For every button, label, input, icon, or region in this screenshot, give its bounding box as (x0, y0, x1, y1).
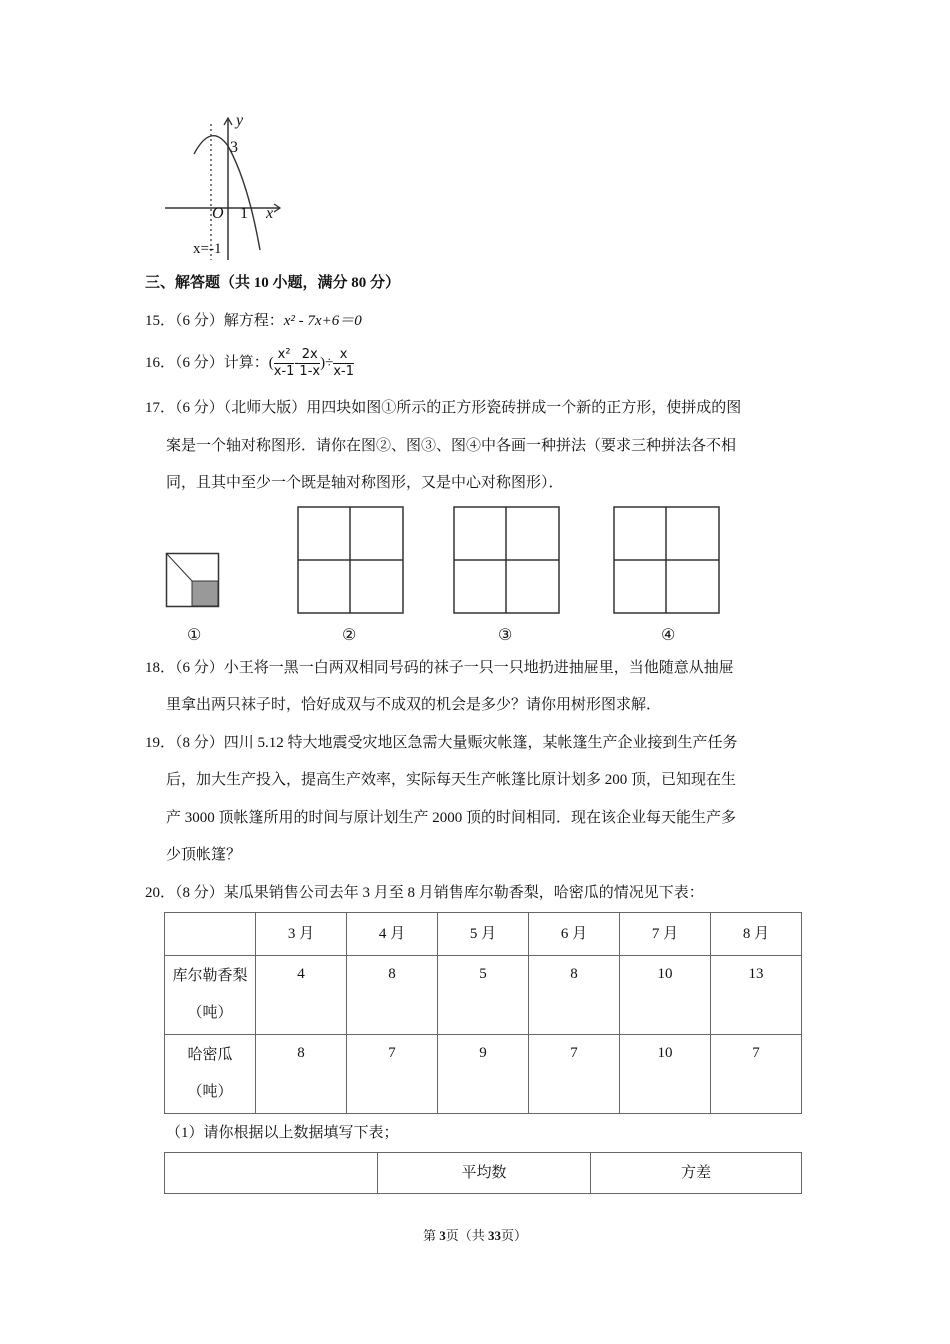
figure-1-tile (166, 553, 219, 607)
question-20-sub1: （1）请你根据以上数据填写下表； (166, 1125, 399, 1141)
figure-label: ④ (661, 627, 676, 644)
table-row: 哈密瓜 （吨） 8 7 9 7 10 7 (165, 1035, 802, 1114)
question-15: 15．（6 分）解方程：x² - 7x+6＝0 (145, 313, 362, 329)
page-footer: 第 3页（共 33页） (422, 1228, 528, 1243)
question-20-intro: 20．（8 分）某瓜果销售公司去年 3 月至 8 月销售库尔勒香梨，哈密瓜的情况见下表： (145, 885, 704, 901)
graph-origin: O (212, 205, 224, 222)
question-17-line: 17．（6 分）（北师大版）用四块如图①所示的正方形瓷砖拼成一个新的正方形，使拼成的图 (145, 400, 742, 416)
graph-y-label: y (236, 112, 244, 129)
parabola-graph (160, 112, 290, 262)
question-16: 16．（6 分）计算：( $\frac{\text{x²}}{x-1}$ - $\frac{2x}{1-x}$ )÷ $\frac{x}{x-1}$ (145, 347, 354, 380)
graph-axis-label: x=-1 (193, 241, 222, 257)
question-19-line: 少顶帐篷？ (166, 847, 242, 863)
question-19-line: 19．（8 分）四川 5.12 特大地震受灾地区急需大量赈灾帐篷，某帐篷生产企业接到生产任务 (145, 735, 738, 751)
graph-x-label: x (266, 205, 274, 222)
tile-figures (160, 500, 730, 620)
question-18-line: 18．（6 分）小王将一黑一白两双相同号码的袜子一只一只地扔进抽屉里，当他随意从抽屉 (145, 660, 734, 676)
graph-x-tick: 1 (240, 205, 248, 222)
table-header-row: 3 月 4 月 5 月 6 月 7 月 8 月 (165, 913, 802, 956)
question-17-line: 同，且其中至少一个既是轴对称图形，又是中心对称图形）． (166, 475, 564, 491)
question-19-line: 产 3000 顶帐篷所用的时间与原计划生产 2000 顶的时间相同．现在该企业每天能生产多 (166, 810, 737, 826)
figure-label: ② (342, 627, 357, 644)
table-row: 库尔勒香梨 （吨） 4 8 5 8 10 13 (165, 956, 802, 1035)
question-19-line: 后，加大生产投入，提高生产效率，实际每天生产帐篷比原计划多 200 顶，已知现在生 (166, 772, 737, 788)
figure-label: ③ (498, 627, 513, 644)
question-17-line: 案是一个轴对称图形．请你在图②、图③、图④中各画一种拼法（要求三种拼法各不相 (166, 438, 737, 454)
graph-y-intercept: 3 (230, 139, 238, 156)
figure-label: ① (187, 627, 202, 644)
question-18-line: 里拿出两只袜子时，恰好成双与不成双的机会是多少？请你用树形图求解． (166, 697, 662, 713)
section-title: 三、解答题（共 10 小题，满分 80 分） (145, 275, 401, 291)
stats-table: 平均数 方差 (164, 1152, 802, 1194)
sales-table (164, 912, 802, 1114)
